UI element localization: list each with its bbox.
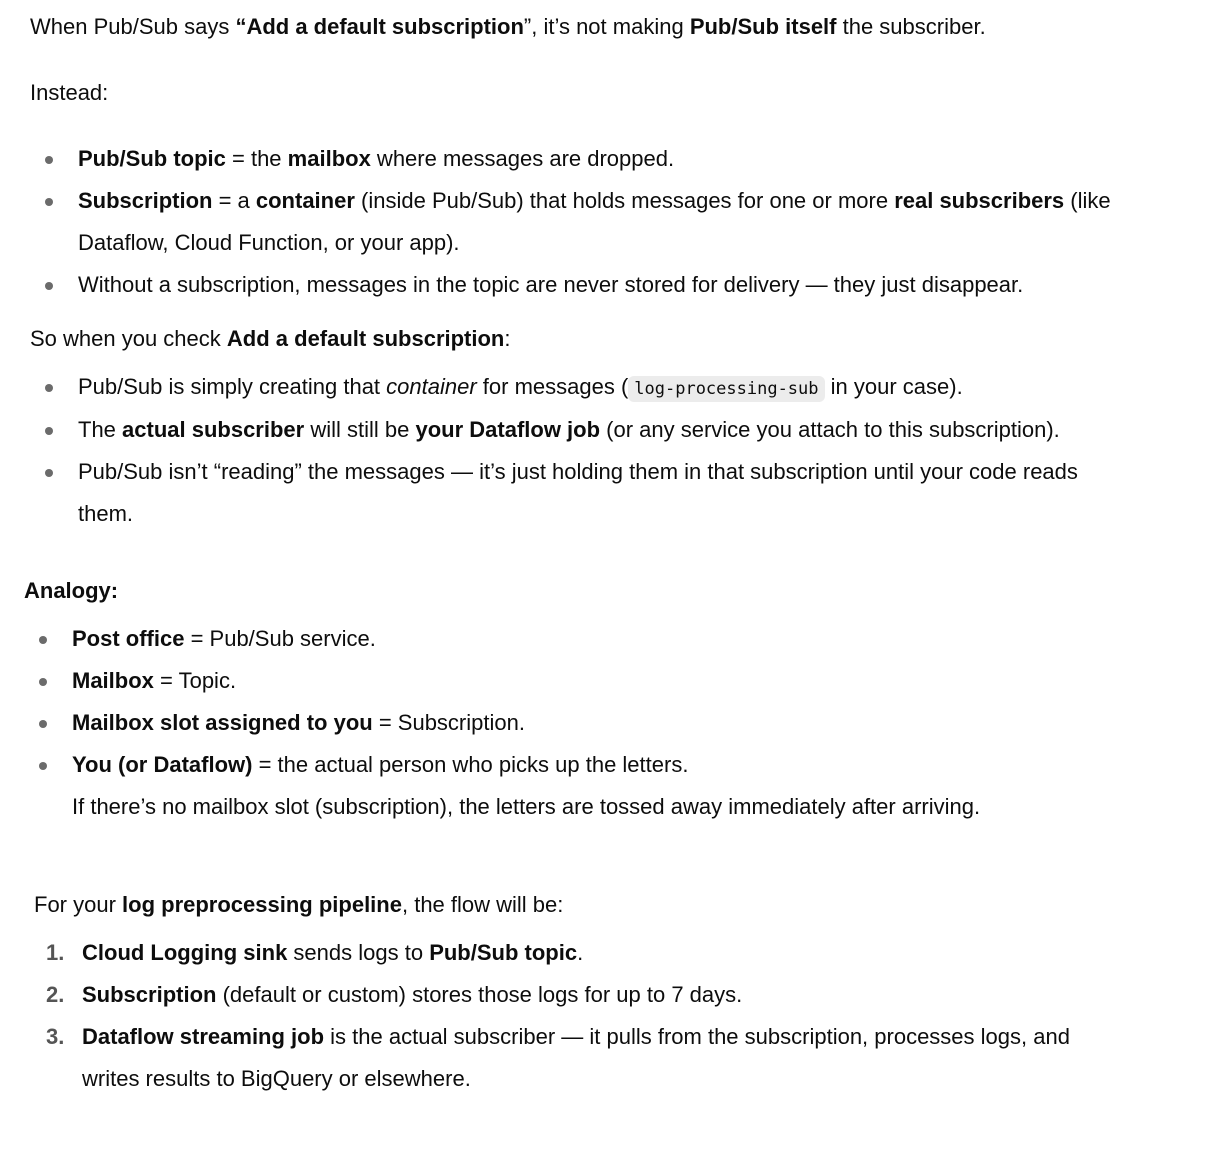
text: (or any service you attach to this subscription).: [600, 417, 1060, 442]
bold-text: Add a default subscription: [226, 326, 505, 351]
text: .: [577, 940, 584, 965]
step-number: 1.: [46, 940, 65, 965]
text: = the actual person who picks up the letters.: [252, 752, 689, 777]
italic-text: container: [386, 374, 477, 399]
text: (default or custom) stores those logs for up to 7 days.: [216, 982, 743, 1007]
pipeline-step: [82, 938, 583, 968]
bold-text: Pub/Sub topic: [78, 146, 226, 171]
bold-text: Subscription: [78, 188, 213, 213]
bold-text: container: [255, 188, 355, 213]
bold-text: real subscribers: [894, 188, 1065, 213]
analogy-note: If there’s no mailbox slot (subscription), the letters are tossed away immediately after arriving.: [72, 794, 981, 819]
text: sends logs to: [287, 940, 430, 965]
bold-text: Cloud Logging sink: [82, 940, 288, 965]
text: for messages (: [476, 374, 629, 399]
pipeline-step: [82, 1022, 1070, 1052]
text: The: [78, 417, 123, 442]
list-item-continuation: Dataflow, Cloud Function, or your app).: [78, 230, 460, 255]
bold-text: your Dataflow job: [415, 417, 601, 442]
bold-text: “Add a default subscription: [235, 14, 524, 39]
pipeline-step-continuation: writes results to BigQuery or elsewhere.: [82, 1066, 471, 1091]
step-number: 2.: [46, 982, 65, 1007]
list-item: [78, 372, 963, 404]
bullet-icon: [39, 720, 47, 728]
inline-code: log-processing-sub: [628, 376, 824, 402]
instead-label: Instead:: [30, 80, 109, 105]
text: = a: [212, 188, 256, 213]
bullet-icon: [45, 198, 53, 206]
text: When Pub/Sub says: [30, 14, 236, 39]
pipeline-intro: [34, 890, 563, 920]
bullet-icon: [45, 282, 53, 290]
analogy-item: [72, 750, 688, 780]
bullet-icon: [45, 384, 53, 392]
text: = the: [225, 146, 288, 171]
bold-text: Pub/Sub itself: [689, 14, 837, 39]
text: = Subscription.: [372, 710, 525, 735]
bullet-icon: [45, 427, 53, 435]
list-item: [78, 144, 674, 174]
bold-text: Subscription: [82, 982, 217, 1007]
text: = Topic.: [153, 668, 237, 693]
bold-text: log preprocessing pipeline: [122, 892, 402, 917]
text: (inside Pub/Sub) that holds messages for one or more: [354, 188, 895, 213]
text: (like: [1064, 188, 1111, 213]
step-number: 3.: [46, 1024, 65, 1049]
bold-text: Post office: [72, 626, 185, 651]
bullet-icon: [45, 469, 53, 477]
bold-text: actual subscriber: [122, 417, 305, 442]
text: is the actual subscriber — it pulls from the subscription, processes logs, and: [324, 1024, 1070, 1049]
list-item: [78, 415, 1060, 445]
text: , the flow will be:: [401, 892, 564, 917]
bold-text: You (or Dataflow): [72, 752, 253, 777]
bold-text: Mailbox: [72, 668, 154, 693]
list-item: Without a subscription, messages in the topic are never stored for delivery — they just disappear.: [78, 272, 1024, 297]
list-item: Pub/Sub isn’t “reading” the messages — it’s just holding them in that subscription until your code reads: [78, 459, 1078, 484]
text: :: [504, 326, 511, 351]
text: where messages are dropped.: [370, 146, 675, 171]
bullet-icon: [45, 156, 53, 164]
bold-text: Pub/Sub topic: [429, 940, 578, 965]
text: Pub/Sub is simply creating that: [78, 374, 387, 399]
text: So when you check: [30, 326, 227, 351]
analogy-item: [72, 708, 525, 738]
list-item: [78, 186, 1111, 216]
text: will still be: [304, 417, 416, 442]
text: the subscriber.: [836, 14, 986, 39]
analogy-item: [72, 624, 376, 654]
intro-paragraph: [30, 12, 986, 42]
analogy-heading: Analogy:: [24, 578, 119, 603]
list-item-continuation: them.: [78, 501, 134, 526]
bullet-icon: [39, 678, 47, 686]
bullet-icon: [39, 636, 47, 644]
analogy-item: [72, 666, 236, 696]
text: = Pub/Sub service.: [184, 626, 376, 651]
bold-text: Mailbox slot assigned to you: [72, 710, 373, 735]
bold-text: Dataflow streaming job: [82, 1024, 325, 1049]
bullet-icon: [39, 762, 47, 770]
text: in your case).: [824, 374, 963, 399]
pipeline-step: [82, 980, 742, 1010]
bold-text: mailbox: [287, 146, 371, 171]
text: ”, it’s not making: [523, 14, 690, 39]
so-paragraph: [30, 324, 511, 354]
text: For your: [34, 892, 123, 917]
